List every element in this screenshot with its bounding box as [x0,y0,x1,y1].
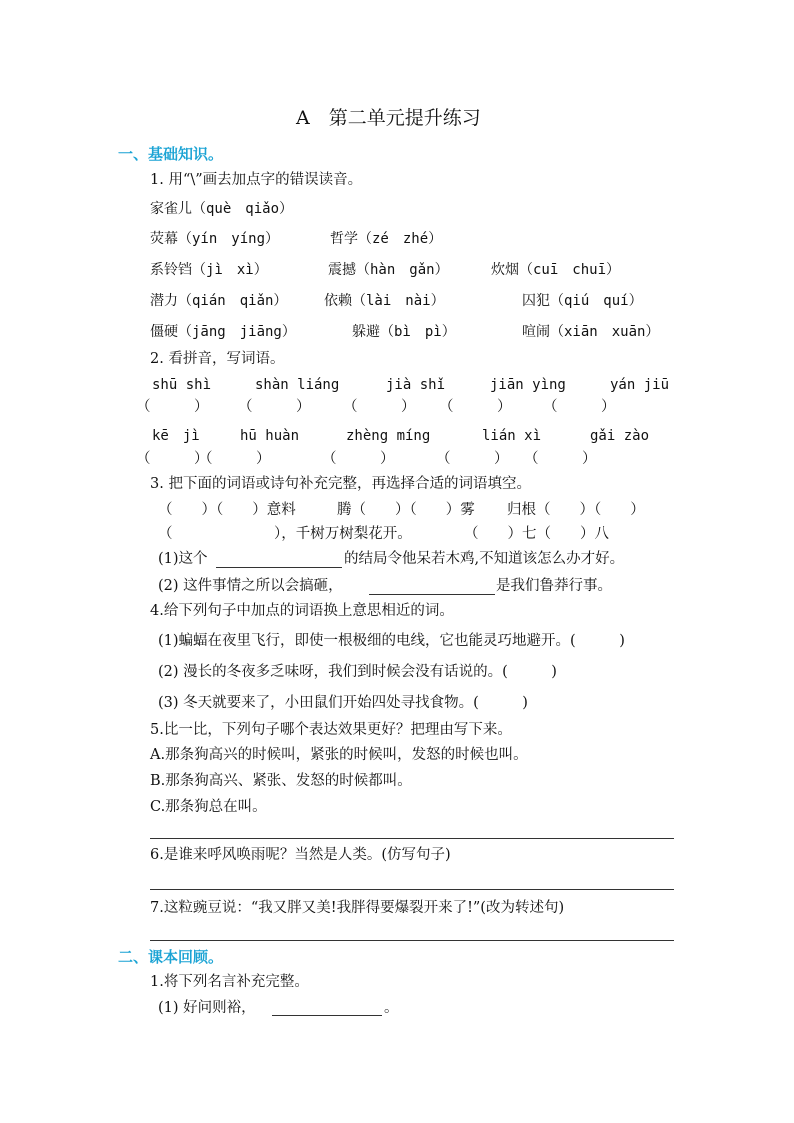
question-3-prompt: 3. 把下面的词语或诗句补充完整，再选择合适的词语填空。 [150,476,531,492]
section2-question-1-prompt: 1.将下列名言补充完整。 [150,974,309,990]
quote-fill-end: 。 [384,1000,399,1016]
pinyin-item: 僵硬（jāng jiāng） [150,324,296,340]
answer-blank[interactable]: （ ） [543,399,616,415]
pinyin-word: lián xì [482,428,542,444]
question-1-prompt: 1. 用“\”画去加点字的错误读音。 [150,172,363,188]
answer-blank[interactable]: （ ） [238,399,311,415]
pinyin-item: 荧幕（yín yíng） [150,231,280,247]
fill-sentence-2-end: 是我们鲁莽行事。 [496,578,612,594]
pinyin-item: 炊烟（cuī chuī） [491,262,621,278]
answer-blank[interactable]: （ ） [136,451,209,467]
question-4-prompt: 4.给下列句子中加点的词语换上意思相近的词。 [150,603,454,619]
pinyin-item: 依赖（lài nài） [324,293,445,309]
answer-blank[interactable]: （ ） [136,399,209,415]
pinyin-word: shū shì [152,377,212,393]
pinyin-word: gǎi zào [590,428,650,444]
fill-blank-line[interactable] [272,1015,382,1016]
pinyin-item: 囚犯（qiú quí） [522,293,643,309]
pinyin-item: 喧闹（xiān xuān） [522,324,660,340]
section-heading-basic-knowledge: 一、基础知识。 [118,145,224,163]
answer-blank[interactable]: （ ） [524,451,597,467]
pinyin-word: shàn liáng [255,377,340,393]
synonym-sentence: (3) 冬天就要来了，小田鼠们开始四处寻找食物。( ) [158,695,528,711]
answer-line[interactable] [150,838,674,839]
section-heading-textbook-review: 二、课本回顾。 [118,948,224,966]
pinyin-item: 家雀儿（què qiǎo） [150,201,294,217]
poem-fill: （ ），千树万树梨花开。 [158,526,412,542]
option-b: B.那条狗高兴、紧张、发怒的时候都叫。 [150,773,412,789]
fill-blank-line[interactable] [369,594,495,595]
answer-blank[interactable]: （ ） [198,451,271,467]
question-7-prompt: 7.这粒豌豆说：“我又胖又美!我胖得要爆裂开来了!”(改为转述句) [150,900,565,916]
answer-line[interactable] [150,940,674,941]
answer-blank[interactable]: （ ） [343,399,416,415]
page-title: A 第二单元提升练习 [296,107,481,129]
pinyin-word: jià shǐ [386,377,446,393]
answer-blank[interactable]: （ ） [439,399,512,415]
pinyin-item: 潜力（qián qiǎn） [150,293,288,309]
pinyin-item: 躲避（bì pì） [352,324,456,340]
pinyin-word: hū huàn [240,428,300,444]
fill-blank-line[interactable] [216,567,342,568]
pinyin-word: zhèng míng [346,428,431,444]
pinyin-item: 系铃铛（jì xì） [150,262,268,278]
quote-fill-start: (1) 好问则裕， [158,1000,256,1016]
pinyin-word: yán jiū [610,377,670,393]
answer-blank[interactable]: （ ） [436,451,509,467]
fill-sentence-1-start: (1)这个 [158,551,208,567]
pinyin-item: 震撼（hàn gǎn） [328,262,449,278]
answer-line[interactable] [150,889,674,890]
idiom-fill: 腾（ ）（ ）雾 [337,502,475,518]
pinyin-word: kē jì [152,428,200,444]
idiom-fill: （ ）（ ）意料 [158,502,296,518]
pinyin-item: 哲学（zé zhé） [330,231,443,247]
fill-sentence-2-start: (2) 这件事情之所以会搞砸， [158,578,343,594]
question-6-prompt: 6.是谁来呼风唤雨呢？当然是人类。(仿写句子) [150,847,451,863]
question-5-prompt: 5.比一比，下列句子哪个表达效果更好？把理由写下来。 [150,722,512,738]
synonym-sentence: (2) 漫长的冬夜多乏味呀，我们到时候会没有话说的。( ) [158,664,557,680]
pinyin-word: jiān yìng [490,377,566,393]
option-c: C.那条狗总在叫。 [150,799,267,815]
question-2-prompt: 2. 看拼音，写词语。 [150,351,285,367]
idiom-fill: 归根（ ）（ ） [507,502,645,518]
option-a: A.那条狗高兴的时候叫，紧张的时候叫，发怒的时候也叫。 [150,747,528,763]
fill-sentence-1-end: 的结局令他呆若木鸡,不知道该怎么办才好。 [344,551,625,567]
answer-blank[interactable]: （ ） [322,451,395,467]
synonym-sentence: (1)蝙蝠在夜里飞行，即使一根极细的电线，它也能灵巧地避开。( ) [158,633,625,649]
idiom-fill: （ ）七（ ）八 [464,526,609,542]
